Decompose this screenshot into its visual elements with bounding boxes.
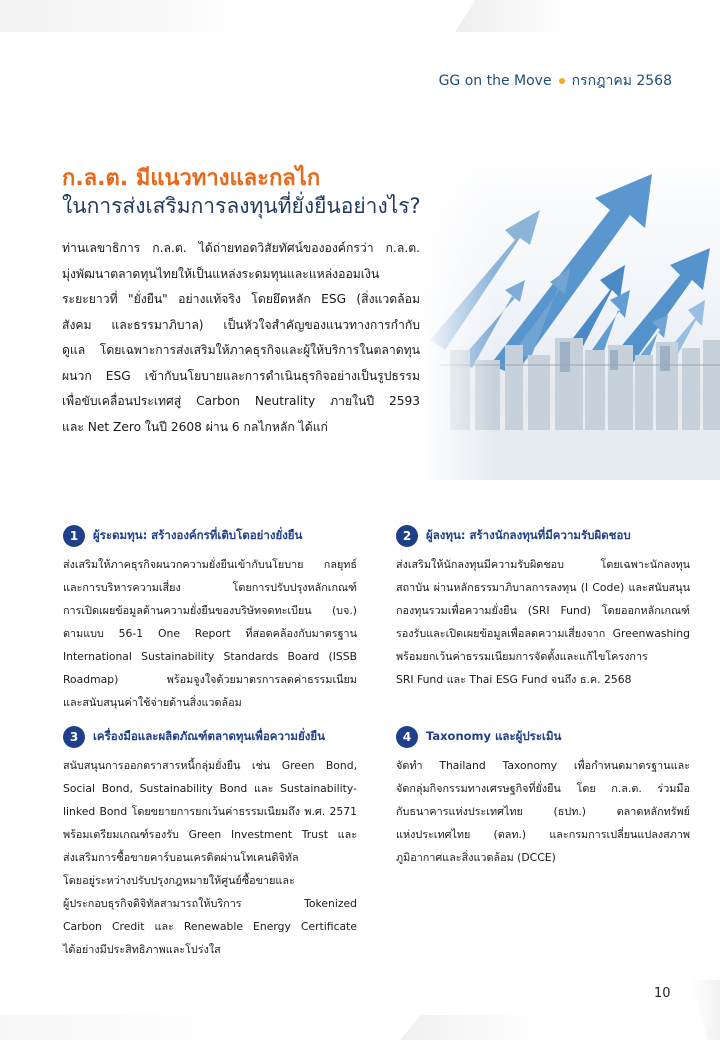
intro-line: เพื่อขับเคลื่อนประเทศสู่ Carbon Neutrality ภายในปี 2593: [62, 394, 420, 408]
title-line-1: ก.ล.ต. มีแนวทางและกลไก: [62, 166, 321, 191]
intro-line: ท่านเลขาธิการ ก.ล.ต. ได้ถ่ายทอดวิสัยทัศน์ขององค์กรว่า ก.ล.ต.: [62, 241, 420, 255]
number-badge: 3: [63, 726, 85, 748]
section-body: [63, 754, 357, 961]
body-line: สนับสนุนการออกตราสารหนี้กลุ่มยั่งยืน เช่น Green Bond,: [63, 759, 357, 772]
intro-line: ผนวก ESG เข้ากับนโยบายและการดำเนินธุรกิจอย่างเป็นรูปธรรม: [62, 368, 420, 383]
intro-line: มุ่งพัฒนาตลาดทุนไทยให้เป็นแหล่งระดมทุนและแหล่งออมเงิน: [62, 266, 380, 281]
mechanism-section-2: [396, 525, 690, 691]
body-line: แห่งประเทศไทย (ตลท.) และกรมการเปลี่ยนแปลงสภาพ: [396, 828, 690, 841]
section-heading: [396, 525, 690, 547]
body-line: จัดกลุ่มกิจกรรมทางเศรษฐกิจที่ยั่งยืน โดย ก.ล.ต. ร่วมมือ: [396, 782, 690, 795]
section-body: [63, 553, 357, 714]
body-line: ส่งเสริมการซื้อขายคาร์บอนเครดิตผ่านโทเคนดิจิทัล: [63, 851, 299, 864]
body-line: ตามแบบ 56-1 One Report ที่สอดคล้องกับมาตรฐาน: [63, 627, 357, 640]
body-line: กับธนาคารแห่งประเทศไทย (ธปท.) ตลาดหลักทรัพย์: [396, 805, 690, 818]
title-line-2: ในการส่งเสริมการลงทุนที่ยั่งยืนอย่างไร?: [62, 194, 421, 218]
section-title: เครื่องมือและผลิตภัณฑ์ตลาดทุนเพื่อความยั่งยืน: [93, 729, 325, 743]
body-line: โดยอยู่ระหว่างปรับปรุงกฎหมายให้ศูนย์ซื้อขายและ: [63, 874, 295, 887]
section-title: Taxonomy และผู้ประเมิน: [426, 729, 562, 743]
corner-decoration-bottom-middle: [400, 1015, 540, 1040]
intro-paragraph: [62, 236, 420, 440]
intro-line: ระยะยาวที่ "ยั่งยืน" อย่างแท้จริง โดยยึดหลัก ESG (สิ่งแวดล้อม: [62, 292, 420, 306]
body-line: สถาบัน ผ่านหลักธรรมาภิบาลการลงทุน (I Code) และสนับสนุน: [396, 581, 690, 594]
corner-decoration-top-right: [455, 0, 570, 32]
body-line: SRI Fund และ Thai ESG Fund จนถึง ธ.ค. 2568: [396, 673, 632, 686]
issue-date: กรกฎาคม 2568: [571, 73, 672, 89]
body-line: ส่งเสริมให้นักลงทุนมีความรับผิดชอบ โดยเฉพาะนักลงทุน: [396, 558, 690, 571]
body-line: และสนับสนุนค่าใช้จ่ายด้านสิ่งแวดล้อม: [63, 696, 242, 709]
number-badge: 1: [63, 525, 85, 547]
mechanism-section-4: [396, 726, 690, 869]
body-line: Carbon Credit และ Renewable Energy Certificate: [63, 920, 357, 933]
body-line: และการบริหารความเสี่ยง โดยการปรับปรุงหลักเกณฑ์: [63, 581, 357, 594]
number-badge: 4: [396, 726, 418, 748]
hero-image-growth-arrows: [420, 150, 720, 480]
mechanism-section-1: [63, 525, 357, 714]
body-line: จัดทำ Thailand Taxonomy เพื่อกำหนดมาตรฐานและ: [396, 759, 690, 772]
body-line: International Sustainability Standards Board (ISSB: [63, 650, 357, 663]
corner-decoration-bottom-left: [0, 1015, 230, 1040]
body-line: การเปิดเผยข้อมูลด้านความยั่งยืนของบริษัทจดทะเบียน (บจ.): [63, 604, 357, 617]
running-header: [439, 70, 672, 92]
body-line: Roadmap) พร้อมจูงใจด้วยมาตรการลดค่าธรรมเนียม: [63, 673, 357, 686]
intro-line: สังคม และธรรมาภิบาล) เป็นหัวใจสำคัญของแนวทางการกำกับ: [62, 317, 420, 332]
body-line: Social Bond, Sustainability Bond และ Sustainability-: [63, 782, 357, 795]
body-line: linked Bond โดยขยายการยกเว้นค่าธรรมเนียมถึง พ.ศ. 2571: [63, 805, 357, 818]
body-line: ภูมิอากาศและสิ่งแวดล้อม (DCCE): [396, 851, 556, 864]
body-line: ผู้ประกอบธุรกิจดิจิทัลสามารถให้บริการ Tokenized: [63, 897, 357, 910]
section-body: [396, 553, 690, 691]
article-title: [62, 166, 442, 220]
page-number: 10: [654, 986, 671, 1001]
body-line: รองรับและเปิดเผยข้อมูลเพื่อลดความเสี่ยงจาก Greenwashing: [396, 627, 690, 640]
section-body: [396, 754, 690, 869]
intro-line: และ Net Zero ในปี 2608 ผ่าน 6 กลไกหลัก ได้แก่: [62, 419, 328, 434]
body-line: พร้อมยกเว้นค่าธรรมเนียมการจัดตั้งและแก้ไขโครงการ: [396, 650, 648, 663]
body-line: ได้อย่างมีประสิทธิภาพและโปร่งใส: [63, 943, 221, 956]
growth-arrows-cityscape-icon: [420, 150, 720, 480]
publication-name: GG on the Move: [438, 73, 552, 89]
number-badge: 2: [396, 525, 418, 547]
corner-decoration-top-left: [0, 0, 240, 32]
section-heading: [396, 726, 690, 748]
section-title: ผู้ลงทุน: สร้างนักลงทุนที่มีความรับผิดชอบ: [426, 528, 631, 542]
body-line: กองทุนรวมเพื่อความยั่งยืน (SRI Fund) โดยออกหลักเกณฑ์: [396, 604, 690, 617]
body-line: พร้อมเตรียมเกณฑ์รองรับ Green Investment Trust และ: [63, 828, 357, 841]
section-title: ผู้ระดมทุน: สร้างองค์กรที่เติบโตอย่างยั่งยืน: [93, 528, 303, 542]
section-heading: [63, 525, 357, 547]
corner-decoration-bottom-right: [690, 980, 720, 1040]
bullet-dot-icon: [559, 78, 565, 84]
intro-line: ดูแล โดยเฉพาะการส่งเสริมให้ภาคธุรกิจและผู้ให้บริการในตลาดทุน: [62, 343, 420, 357]
section-heading: [63, 726, 357, 748]
mechanism-section-3: [63, 726, 357, 961]
body-line: ส่งเสริมให้ภาคธุรกิจผนวกความยั่งยืนเข้ากับนโยบาย กลยุทธ์: [63, 558, 357, 571]
